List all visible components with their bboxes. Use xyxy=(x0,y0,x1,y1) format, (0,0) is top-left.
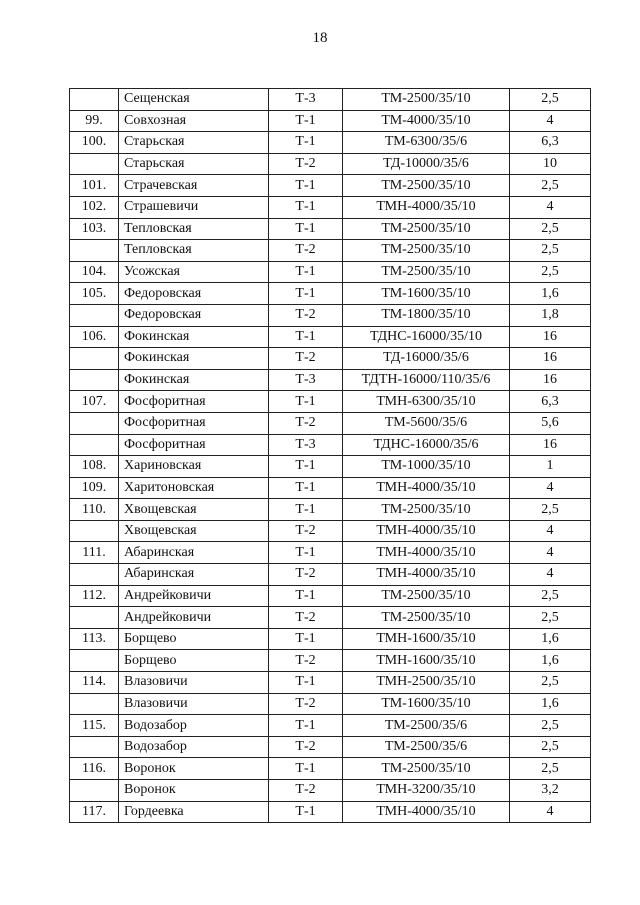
table-row xyxy=(70,499,591,521)
table-row xyxy=(70,110,591,132)
substation-name-cell: Воронок xyxy=(119,758,269,780)
transformer-type-cell: ТМ-2500/35/10 xyxy=(343,261,510,283)
power-cell: 2,5 xyxy=(510,736,591,758)
transformer-id-cell: Т-3 xyxy=(269,369,343,391)
power-cell: 4 xyxy=(510,520,591,542)
row-number-cell: 104. xyxy=(70,261,119,283)
transformer-id-cell: Т-3 xyxy=(269,434,343,456)
substation-name-cell: Фокинская xyxy=(119,348,269,370)
row-number-cell: 108. xyxy=(70,456,119,478)
power-cell: 1,6 xyxy=(510,283,591,305)
substation-name-cell: Влазовичи xyxy=(119,693,269,715)
table-row xyxy=(70,628,591,650)
power-cell: 16 xyxy=(510,348,591,370)
substation-name-cell: Андрейковичи xyxy=(119,585,269,607)
table-row xyxy=(70,693,591,715)
transformer-type-cell: ТМ-1600/35/10 xyxy=(343,693,510,715)
power-cell: 6,3 xyxy=(510,391,591,413)
row-number-cell xyxy=(70,304,119,326)
substation-name-cell: Фокинская xyxy=(119,369,269,391)
transformer-type-cell: ТМ-2500/35/10 xyxy=(343,89,510,111)
power-cell: 16 xyxy=(510,369,591,391)
transformer-id-cell: Т-2 xyxy=(269,348,343,370)
power-cell: 4 xyxy=(510,110,591,132)
power-cell: 2,5 xyxy=(510,499,591,521)
substation-name-cell: Старьская xyxy=(119,132,269,154)
row-number-cell: 99. xyxy=(70,110,119,132)
table-row xyxy=(70,607,591,629)
table-row xyxy=(70,348,591,370)
substation-name-cell: Абаринская xyxy=(119,542,269,564)
substation-name-cell: Страшевичи xyxy=(119,196,269,218)
transformer-type-cell: ТМН-4000/35/10 xyxy=(343,196,510,218)
row-number-cell: 109. xyxy=(70,477,119,499)
power-cell: 2,5 xyxy=(510,175,591,197)
transformer-type-cell: ТМ-1600/35/10 xyxy=(343,283,510,305)
transformer-id-cell: Т-2 xyxy=(269,564,343,586)
transformer-type-cell: ТМН-1600/35/10 xyxy=(343,650,510,672)
transformer-id-cell: Т-1 xyxy=(269,391,343,413)
power-cell: 5,6 xyxy=(510,412,591,434)
substation-name-cell: Борщево xyxy=(119,650,269,672)
table-row xyxy=(70,369,591,391)
transformer-id-cell: Т-1 xyxy=(269,628,343,650)
transformer-id-cell: Т-1 xyxy=(269,477,343,499)
row-number-cell xyxy=(70,240,119,262)
row-number-cell: 111. xyxy=(70,542,119,564)
table-row xyxy=(70,585,591,607)
power-cell: 4 xyxy=(510,196,591,218)
transformer-type-cell: ТМН-6300/35/10 xyxy=(343,391,510,413)
table-row xyxy=(70,650,591,672)
row-number-cell xyxy=(70,369,119,391)
row-number-cell: 116. xyxy=(70,758,119,780)
row-number-cell: 103. xyxy=(70,218,119,240)
row-number-cell: 102. xyxy=(70,196,119,218)
table-row xyxy=(70,240,591,262)
transformer-type-cell: ТМН-4000/35/10 xyxy=(343,564,510,586)
power-cell: 1,8 xyxy=(510,304,591,326)
substation-name-cell: Страчевская xyxy=(119,175,269,197)
substation-name-cell: Фосфоритная xyxy=(119,391,269,413)
transformer-id-cell: Т-2 xyxy=(269,780,343,802)
power-cell: 1,6 xyxy=(510,693,591,715)
transformer-type-cell: ТМН-3200/35/10 xyxy=(343,780,510,802)
transformer-id-cell: Т-1 xyxy=(269,758,343,780)
transformer-id-cell: Т-1 xyxy=(269,672,343,694)
substation-name-cell: Андрейковичи xyxy=(119,607,269,629)
substation-name-cell: Тепловская xyxy=(119,240,269,262)
table-row xyxy=(70,456,591,478)
substation-name-cell: Хвощевская xyxy=(119,520,269,542)
table-row xyxy=(70,715,591,737)
power-cell: 2,5 xyxy=(510,240,591,262)
transformer-id-cell: Т-2 xyxy=(269,304,343,326)
substation-name-cell: Харитоновская xyxy=(119,477,269,499)
transformer-type-cell: ТДНС-16000/35/10 xyxy=(343,326,510,348)
substation-name-cell: Федоровская xyxy=(119,283,269,305)
row-number-cell xyxy=(70,348,119,370)
substation-name-cell: Хариновская xyxy=(119,456,269,478)
transformer-id-cell: Т-2 xyxy=(269,736,343,758)
transformer-type-cell: ТМ-2500/35/6 xyxy=(343,736,510,758)
power-cell: 10 xyxy=(510,153,591,175)
transformer-type-cell: ТМН-4000/35/10 xyxy=(343,542,510,564)
table-row xyxy=(70,132,591,154)
substation-name-cell: Фосфоритная xyxy=(119,434,269,456)
transformer-type-cell: ТМ-2500/35/10 xyxy=(343,499,510,521)
transformer-type-cell: ТМ-2500/35/10 xyxy=(343,175,510,197)
transformer-id-cell: Т-2 xyxy=(269,153,343,175)
table-row xyxy=(70,801,591,823)
transformer-type-cell: ТМ-2500/35/10 xyxy=(343,218,510,240)
substation-name-cell: Гордеевка xyxy=(119,801,269,823)
power-cell: 1,6 xyxy=(510,628,591,650)
transformer-type-cell: ТМ-5600/35/6 xyxy=(343,412,510,434)
transformer-type-cell: ТД-10000/35/6 xyxy=(343,153,510,175)
transformer-id-cell: Т-2 xyxy=(269,693,343,715)
transformer-type-cell: ТМН-2500/35/10 xyxy=(343,672,510,694)
power-cell: 2,5 xyxy=(510,758,591,780)
substation-name-cell: Воронок xyxy=(119,780,269,802)
substation-name-cell: Фосфоритная xyxy=(119,412,269,434)
substation-name-cell: Абаринская xyxy=(119,564,269,586)
table-row xyxy=(70,477,591,499)
transformer-id-cell: Т-1 xyxy=(269,261,343,283)
transformer-type-cell: ТМ-4000/35/10 xyxy=(343,110,510,132)
substation-name-cell: Хвощевская xyxy=(119,499,269,521)
transformer-id-cell: Т-1 xyxy=(269,326,343,348)
power-cell: 2,5 xyxy=(510,715,591,737)
substation-name-cell: Совхозная xyxy=(119,110,269,132)
table-row xyxy=(70,283,591,305)
table-row xyxy=(70,196,591,218)
table-row xyxy=(70,304,591,326)
substation-name-cell: Тепловская xyxy=(119,218,269,240)
power-cell: 2,5 xyxy=(510,672,591,694)
transformer-type-cell: ТДНС-16000/35/6 xyxy=(343,434,510,456)
power-cell: 1,6 xyxy=(510,650,591,672)
substation-name-cell: Водозабор xyxy=(119,736,269,758)
row-number-cell xyxy=(70,693,119,715)
row-number-cell: 110. xyxy=(70,499,119,521)
substation-name-cell: Водозабор xyxy=(119,715,269,737)
transformer-id-cell: Т-2 xyxy=(269,412,343,434)
transformer-id-cell: Т-1 xyxy=(269,499,343,521)
transformer-id-cell: Т-1 xyxy=(269,218,343,240)
substation-transformer-table xyxy=(69,88,591,823)
power-cell: 2,5 xyxy=(510,607,591,629)
row-number-cell xyxy=(70,564,119,586)
transformer-id-cell: Т-2 xyxy=(269,520,343,542)
power-cell: 4 xyxy=(510,477,591,499)
transformer-type-cell: ТМ-1800/35/10 xyxy=(343,304,510,326)
table-row xyxy=(70,89,591,111)
transformer-id-cell: Т-2 xyxy=(269,607,343,629)
row-number-cell xyxy=(70,650,119,672)
power-cell: 3,2 xyxy=(510,780,591,802)
table-row xyxy=(70,434,591,456)
row-number-cell: 112. xyxy=(70,585,119,607)
transformer-id-cell: Т-1 xyxy=(269,542,343,564)
transformer-id-cell: Т-2 xyxy=(269,650,343,672)
transformer-id-cell: Т-1 xyxy=(269,585,343,607)
table-row xyxy=(70,672,591,694)
transformer-type-cell: ТМН-4000/35/10 xyxy=(343,801,510,823)
row-number-cell xyxy=(70,520,119,542)
substation-name-cell: Фокинская xyxy=(119,326,269,348)
transformer-type-cell: ТД-16000/35/6 xyxy=(343,348,510,370)
row-number-cell: 101. xyxy=(70,175,119,197)
substation-name-cell: Сещенская xyxy=(119,89,269,111)
row-number-cell xyxy=(70,607,119,629)
row-number-cell xyxy=(70,89,119,111)
table-row xyxy=(70,520,591,542)
transformer-id-cell: Т-2 xyxy=(269,240,343,262)
row-number-cell xyxy=(70,412,119,434)
power-cell: 1 xyxy=(510,456,591,478)
transformer-id-cell: Т-1 xyxy=(269,196,343,218)
row-number-cell: 115. xyxy=(70,715,119,737)
table-row xyxy=(70,326,591,348)
power-cell: 16 xyxy=(510,326,591,348)
transformer-type-cell: ТМ-2500/35/10 xyxy=(343,758,510,780)
transformer-type-cell: ТМН-4000/35/10 xyxy=(343,477,510,499)
table-row xyxy=(70,542,591,564)
table-row xyxy=(70,780,591,802)
table-row xyxy=(70,261,591,283)
transformer-type-cell: ТМ-2500/35/10 xyxy=(343,607,510,629)
row-number-cell xyxy=(70,434,119,456)
transformer-id-cell: Т-1 xyxy=(269,456,343,478)
power-cell: 2,5 xyxy=(510,261,591,283)
page-number: 18 xyxy=(312,30,328,46)
row-number-cell xyxy=(70,780,119,802)
table-row xyxy=(70,153,591,175)
row-number-cell: 117. xyxy=(70,801,119,823)
transformer-type-cell: ТМ-2500/35/6 xyxy=(343,715,510,737)
row-number-cell: 100. xyxy=(70,132,119,154)
transformer-id-cell: Т-1 xyxy=(269,715,343,737)
transformer-id-cell: Т-1 xyxy=(269,801,343,823)
transformer-type-cell: ТМ-6300/35/6 xyxy=(343,132,510,154)
table-row xyxy=(70,758,591,780)
table-row xyxy=(70,218,591,240)
power-cell: 2,5 xyxy=(510,218,591,240)
transformer-id-cell: Т-1 xyxy=(269,132,343,154)
substation-name-cell: Борщево xyxy=(119,628,269,650)
transformer-id-cell: Т-3 xyxy=(269,89,343,111)
power-cell: 4 xyxy=(510,542,591,564)
row-number-cell: 107. xyxy=(70,391,119,413)
table-row xyxy=(70,391,591,413)
row-number-cell: 105. xyxy=(70,283,119,305)
table-row xyxy=(70,564,591,586)
row-number-cell: 114. xyxy=(70,672,119,694)
transformer-id-cell: Т-1 xyxy=(269,110,343,132)
table-row xyxy=(70,736,591,758)
power-cell: 6,3 xyxy=(510,132,591,154)
substation-name-cell: Федоровская xyxy=(119,304,269,326)
substation-name-cell: Влазовичи xyxy=(119,672,269,694)
power-cell: 16 xyxy=(510,434,591,456)
power-cell: 4 xyxy=(510,801,591,823)
transformer-type-cell: ТМН-4000/35/10 xyxy=(343,520,510,542)
row-number-cell xyxy=(70,736,119,758)
transformer-type-cell: ТДТН-16000/110/35/6 xyxy=(343,369,510,391)
power-cell: 2,5 xyxy=(510,89,591,111)
row-number-cell: 106. xyxy=(70,326,119,348)
row-number-cell xyxy=(70,153,119,175)
transformer-type-cell: ТМН-1600/35/10 xyxy=(343,628,510,650)
table-row xyxy=(70,175,591,197)
transformer-id-cell: Т-1 xyxy=(269,283,343,305)
power-cell: 4 xyxy=(510,564,591,586)
transformer-type-cell: ТМ-2500/35/10 xyxy=(343,585,510,607)
power-cell: 2,5 xyxy=(510,585,591,607)
substation-name-cell: Усожская xyxy=(119,261,269,283)
table-row xyxy=(70,412,591,434)
transformer-type-cell: ТМ-1000/35/10 xyxy=(343,456,510,478)
row-number-cell: 113. xyxy=(70,628,119,650)
transformer-id-cell: Т-1 xyxy=(269,175,343,197)
substation-name-cell: Старьская xyxy=(119,153,269,175)
transformer-type-cell: ТМ-2500/35/10 xyxy=(343,240,510,262)
table-body xyxy=(70,89,591,823)
